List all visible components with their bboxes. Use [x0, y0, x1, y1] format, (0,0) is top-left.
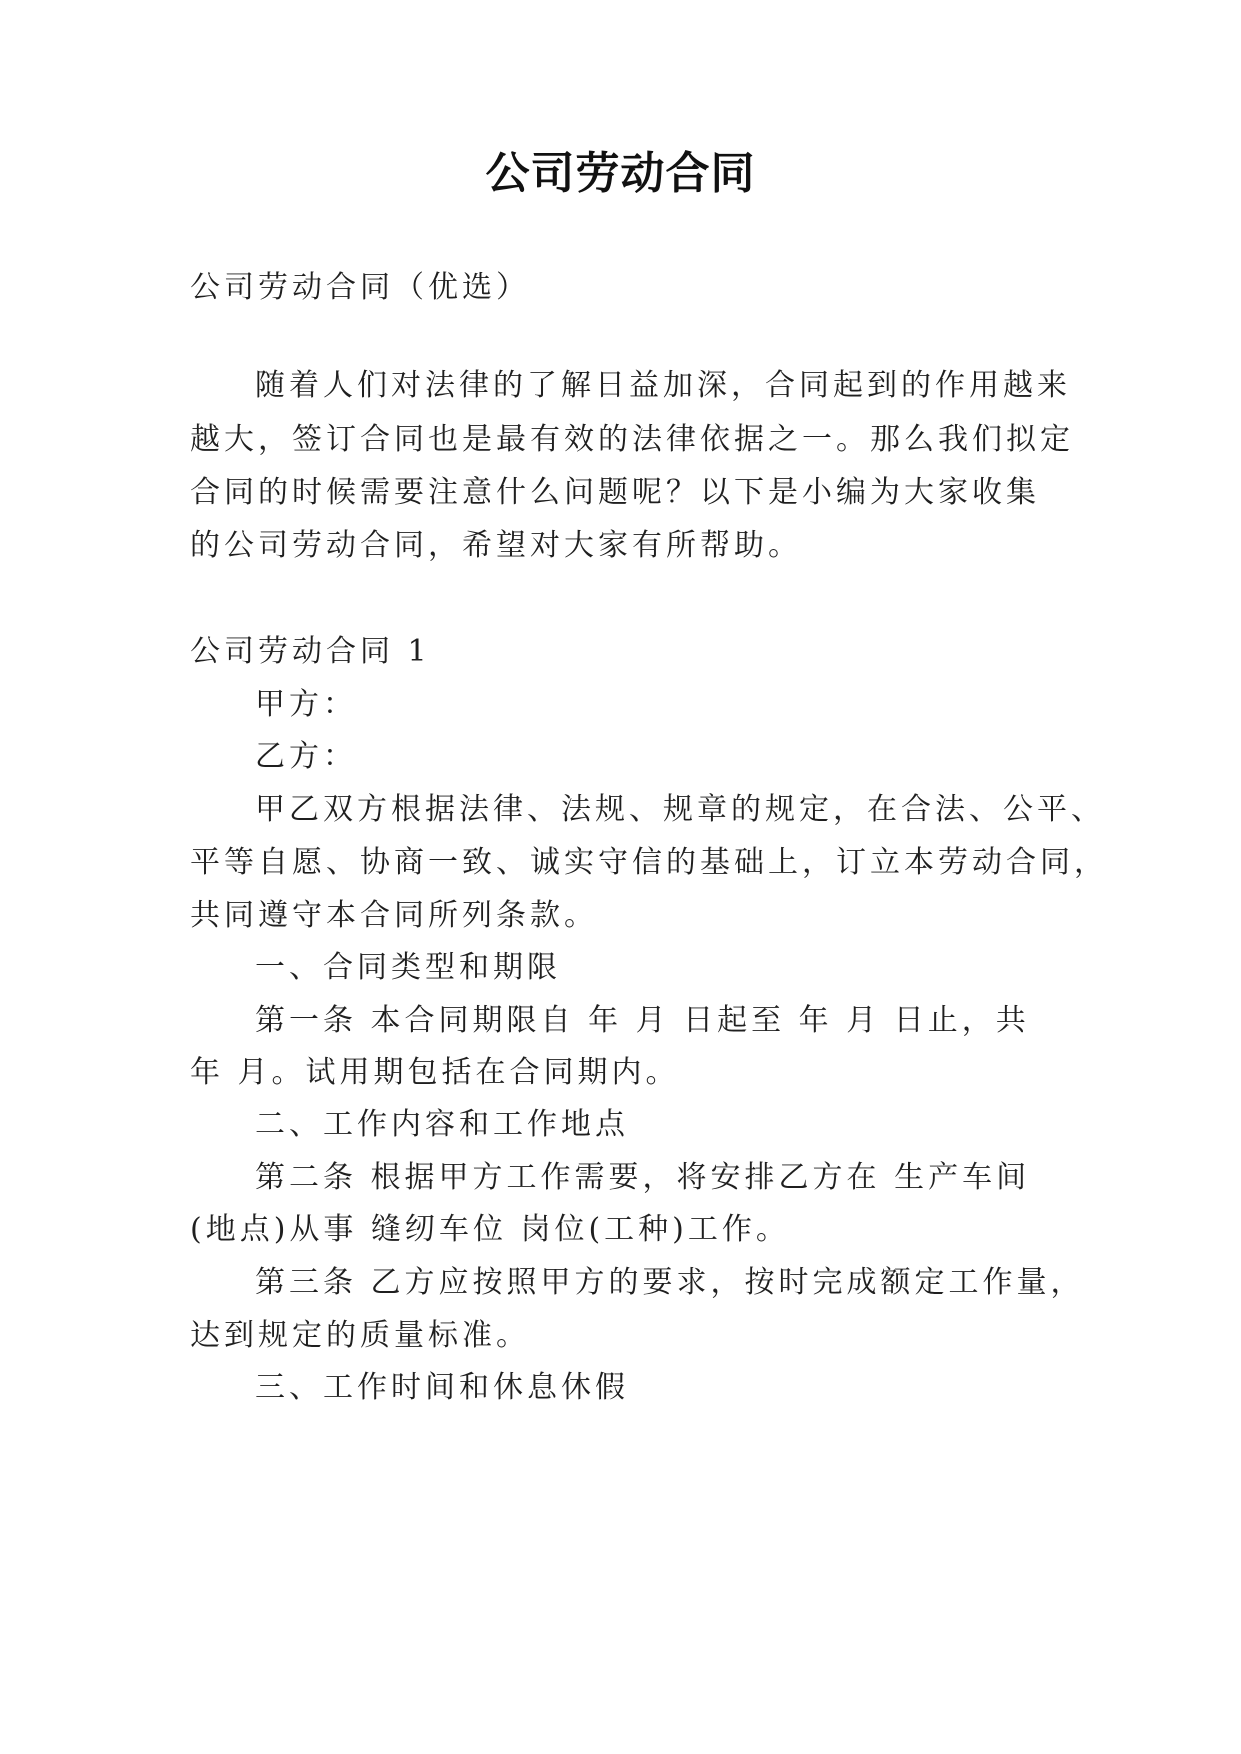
- preamble-line: 甲乙双方根据法律、法规、规章的规定，在合法、公平、: [255, 792, 1105, 827]
- preamble-line: 平等自愿、协商一致、诚实守信的基础上，订立本劳动合同，: [190, 845, 1108, 880]
- article-line: 第二条 根据甲方工作需要，将安排乙方在 生产车间: [255, 1160, 1031, 1195]
- section-heading: 公司劳动合同 1: [190, 634, 431, 669]
- article-line: 达到规定的质量标准。: [190, 1318, 530, 1353]
- intro-line: 的公司劳动合同，希望对大家有所帮助。: [190, 528, 802, 563]
- article-line: 第一条 本合同期限自 年 月 日起至 年 月 日止，共: [255, 1003, 1030, 1038]
- party-b-label: 乙方：: [255, 739, 357, 774]
- clause-heading-1: 一、合同类型和期限: [255, 950, 561, 985]
- intro-line: 越大，签订合同也是最有效的法律依据之一。那么我们拟定: [190, 422, 1074, 457]
- party-a-label: 甲方：: [255, 687, 357, 722]
- intro-line: 合同的时候需要注意什么问题呢？以下是小编为大家收集: [190, 475, 1040, 510]
- intro-line: 随着人们对法律的了解日益加深，合同起到的作用越来: [255, 368, 1071, 403]
- clause-heading-2: 二、工作内容和工作地点: [255, 1107, 629, 1142]
- document-subtitle: 公司劳动合同（优选）: [190, 270, 530, 305]
- clause-heading-3: 三、工作时间和休息休假: [255, 1370, 629, 1405]
- preamble-line: 共同遵守本合同所列条款。: [190, 898, 598, 933]
- article-line: (地点)从事 缝纫车位 岗位(工种)工作。: [190, 1212, 790, 1247]
- article-line: 第三条 乙方应按照甲方的要求，按时完成额定工作量，: [255, 1265, 1085, 1300]
- article-line: 年 月。试用期包括在合同期内。: [190, 1055, 680, 1090]
- document-title: 公司劳动合同: [485, 148, 756, 199]
